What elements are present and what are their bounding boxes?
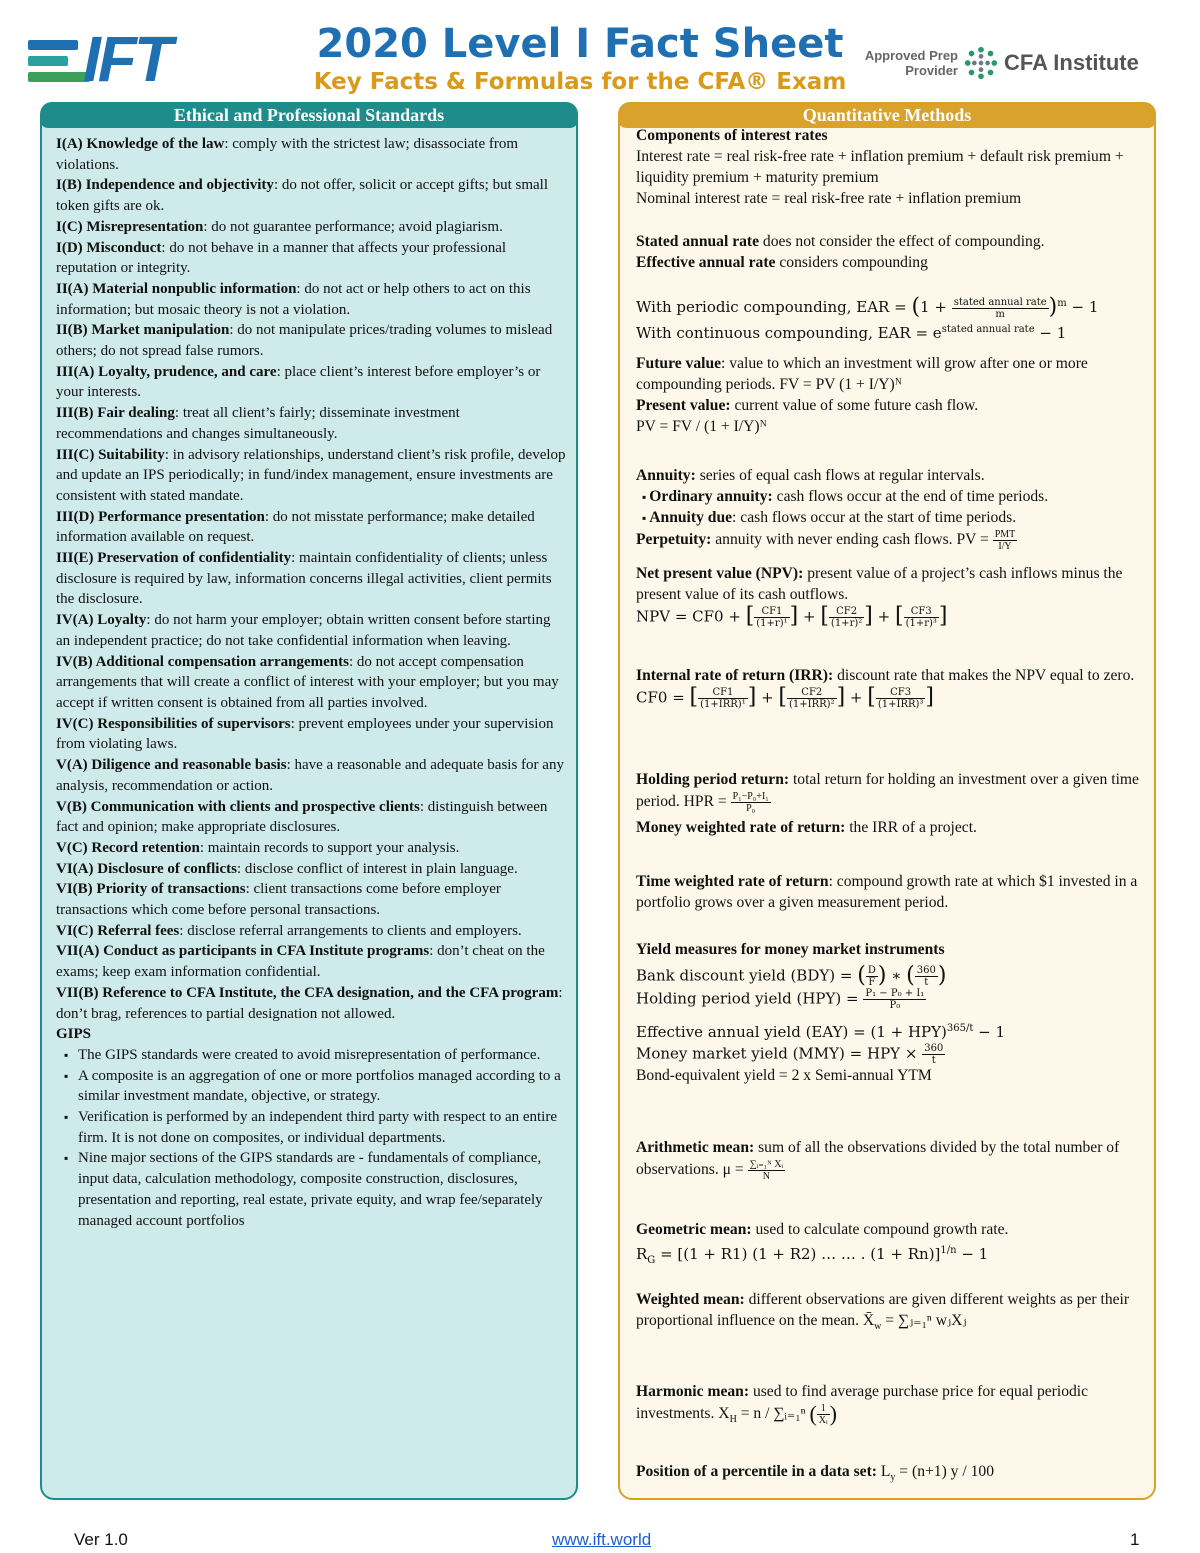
standard-item	[56, 403, 566, 444]
standard-text: : in advisory relationships, understand client’s risk profile, develop and update an IPS periodically; in fund/index management, ensure investments are consistent with stated mandate.	[56, 446, 566, 504]
standard-item	[56, 610, 566, 651]
logo-bar-green	[28, 72, 90, 82]
npv-formula: NPV = CF0 + [ $\frac{CF1}{\text{(1+r)¹}}$ ] + [ $\frac{CF2}{\text{(1+r)²}}$ ] + [ $\frac{CF3}{\text{(1+r)³}}$ ]	[636, 603, 948, 629]
standard-text: : distinguish between fact and opinion; make appropriate disclosures.	[56, 798, 548, 836]
cash-flow-term: [ $\frac{CF1}{\text{(1+IRR)¹}}$ ]	[689, 684, 757, 710]
gips-item: ▪ The GIPS standards were created to avoid misrepresentation of performance.	[78, 1045, 566, 1066]
cfa-globe-icon	[962, 44, 1000, 82]
cash-flow-term: [ $\frac{CF2}{\text{(1+IRR)²}}$ ]	[778, 684, 846, 710]
standard-item	[56, 921, 566, 942]
standard-item	[56, 507, 566, 548]
gips-title: GIPS	[56, 1026, 92, 1043]
components-title: Components of interest rates	[636, 127, 828, 144]
standard-title: I(D) Misconduct	[56, 239, 162, 256]
standard-item	[56, 320, 566, 361]
stated-effective-rates: Stated annual rate does not consider the effect of compounding. Effective annual rate considers compounding	[636, 233, 1045, 271]
standard-text: : disclose conflict of interest in plain language.	[236, 860, 518, 877]
harmonic-mean: Harmonic mean: used to find average purchase price for equal periodic investments. $X_H = n$ / ∑ᵢ₌₁ⁿ ( $\frac{1}{\text{Xᵢ}}$ )	[636, 1383, 1089, 1426]
standard-title: IV(C) Responsibilities of supervisors	[56, 715, 291, 732]
standard-title: VII(A) Conduct as participants in CFA Institute programs	[56, 943, 430, 960]
standard-title: III(E) Preservation of confidentiality	[56, 550, 292, 567]
ear-formulas	[636, 294, 1151, 343]
standard-item	[56, 134, 566, 175]
gips-item: ▪ Verification is performed by an independent third party with respect to an entire firm. It is not done on composites, or individual departments.	[78, 1107, 566, 1148]
standard-title: II(B) Market manipulation	[56, 322, 230, 339]
standard-text: : do not offer, solicit or accept gifts; but small token gifts are ok.	[56, 177, 549, 215]
ear-continuous: With continuous compounding, EAR = $e^{stated annual rate} - 1$	[636, 323, 1067, 342]
standard-title: III(D) Performance presentation	[56, 508, 265, 525]
standard-item	[56, 755, 566, 796]
standard-title: I(C) Misrepresentation	[56, 218, 204, 235]
standard-text: : don’t cheat on the exams; keep exam information confidential.	[56, 943, 545, 981]
standard-title: VI(B) Priority of transactions	[56, 881, 246, 898]
npv-section: Net present value (NPV): present value of a project’s cash inflows minus the present value of its cash outflows. NPV = CF0 + [ $\frac{CF1}{\text{(1+r)¹}}$ ] + [ $\frac{CF2}{\text{(1+r)²}}$ ] + [ $\frac{CF3}{\text{(1+r)³}}$ ]	[636, 564, 1151, 629]
cash-flow-term: [ $\frac{CF1}{\text{(1+r)¹}}$ ]	[745, 603, 799, 629]
standard-title: II(A) Material nonpublic information	[56, 280, 297, 297]
standard-title: IV(A) Loyalty	[56, 612, 147, 629]
page-subtitle: Key Facts & Formulas for the CFA® Exam	[313, 69, 847, 95]
cash-flow-term: [ $\frac{CF3}{\text{(1+r)³}}$ ]	[894, 603, 948, 629]
cfa-institute-label: CFA Institute	[1004, 50, 1139, 75]
logo-bar-blue	[28, 40, 78, 50]
standard-text: : do not manipulate prices/trading volumes to mislead others; do not spread false rumors.	[56, 322, 553, 360]
standard-item	[56, 445, 566, 507]
approved-prep-provider: Approved Prep Provider	[864, 48, 958, 78]
cfa-approved-badge	[858, 46, 1148, 86]
quant-panel-heading: Quantitative Methods	[618, 102, 1156, 128]
standard-text: : do not behave in a manner that affects your professional reputation or integrity.	[56, 239, 507, 277]
standard-text: : do not guarantee performance; avoid plagiarism.	[203, 218, 503, 235]
future-present-value: Future value: value to which an investment will grow after one or more compounding periods. FV = PV (1 + I/Y)ᴺ Present value: current value of some future cash flow. PV = FV / (1 + I/Y)ᴺ	[636, 355, 1088, 435]
interest-rate-components	[636, 126, 1151, 210]
ethics-panel-heading: Ethical and Professional Standards	[40, 102, 578, 128]
standard-title: V(B) Communication with clients and prospective clients	[56, 798, 420, 815]
time-weighted-return: Time weighted rate of return: compound growth rate at which $1 invested in a portfolio grows over a given measurement period.	[636, 873, 1138, 911]
standard-text: : do not misstate performance; make detailed information available on request.	[56, 508, 535, 546]
page-number: 1	[1130, 1530, 1140, 1549]
standard-item	[56, 714, 566, 755]
standard-text: : do not act or help others to act on this information; but mosaic theory is not a violation.	[56, 280, 531, 318]
standard-text: : client transactions come before employer transactions which come before personal transactions.	[56, 881, 501, 919]
logo-text: IFT	[83, 23, 170, 95]
interest-rate-formula: Interest rate = real risk-free rate + inflation premium + default risk premium + liquidity premium + maturity premium	[636, 147, 1124, 186]
arithmetic-mean: Arithmetic mean: sum of all the observations divided by the total number of observations. μ = $\frac{\text{∑ᵢ₌₁ᴺ Xᵢ}}{N}$	[636, 1139, 1120, 1182]
standard-item	[56, 362, 566, 403]
standard-text: : have a reasonable and adequate basis for any analysis, recommendation or action.	[56, 757, 564, 794]
standard-item	[56, 941, 566, 982]
standard-item	[56, 983, 566, 1024]
holding-period-return: Holding period return: total return for holding an investment over a given time period. HPR = $\frac{\text{P₁−P₀+I₁}}{\text{P₀}}$ Money weighted rate of return: the IRR of a project.	[636, 771, 1139, 836]
standard-item	[56, 797, 566, 838]
annuity-section: Annuity: series of equal cash flows at regular intervals. ▪ Ordinary annuity: cash flows occur at the end of time periods. ▪ Annuity due: cash flows occur at the start of time periods. Perpetuity: annuity with never ending cash flows. PV = $\frac{\text{PMT}}{I/Y}$	[636, 466, 1151, 552]
ethics-content	[56, 134, 566, 1231]
standard-title: V(A) Diligence and reasonable basis	[56, 757, 287, 774]
standard-title: I(B) Independence and objectivity	[56, 177, 274, 194]
irr-section: Internal rate of return (IRR): discount rate that makes the NPV equal to zero. CF0 = [ $\frac{CF1}{\text{(1+IRR)¹}}$ ] + [ $\frac{CF2}{\text{(1+IRR)²}}$ ] + [ $\frac{CF3}{\text{(1+IRR)³}}$ ]	[636, 666, 1151, 710]
standard-text: : comply with the strictest law; disassociate from violations.	[56, 136, 519, 173]
standard-item	[56, 238, 566, 279]
yield-measures: Yield measures for money market instruments Bank discount yield (BDY) = ( $\frac{D}{F}$ ) ∗ ( $\frac{360}{t}$ ) Holding period yield (HPY) = $\frac{\text{P₁ − P₀ + I₁}}{\text{P₀}}$ Effective annual yield (EAY) = (1 + HPY)$^{365/t}$ − 1 Money market yield (MMY) = HPY × $\frac{360}{t}$ Bond-equivalent yield = 2 x Semi-annual YTM	[636, 941, 1006, 1084]
geometric-mean: Geometric mean: used to calculate compound growth rate. $R_G = [(1 + R1) (1 + R2)$ … … . (1 + Rn)]$^{1/n}$ − 1	[636, 1221, 1009, 1266]
standard-item	[56, 548, 566, 610]
standard-title: IV(B) Additional compensation arrangements	[56, 653, 349, 670]
standard-title: VI(A) Disclosure of conflicts	[56, 860, 237, 877]
standard-item	[56, 175, 566, 216]
irr-formula: CF0 = [ $\frac{CF1}{\text{(1+IRR)¹}}$ ] + [ $\frac{CF2}{\text{(1+IRR)²}}$ ] + [ $\frac{CF3}{\text{(1+IRR)³}}$ ]	[636, 684, 935, 710]
cash-flow-term: [ $\frac{CF3}{\text{(1+IRR)³}}$ ]	[867, 684, 935, 710]
ethics-panel	[40, 102, 578, 1500]
standard-title: III(B) Fair dealing	[56, 405, 175, 422]
ear-periodic: With periodic compounding, EAR = (1 + $\frac{\text{stated annual rate}}{m}$ )$^m$ − 1	[636, 294, 1099, 320]
standard-text: : don’t brag, references to partial designation not allowed.	[56, 984, 563, 1022]
standard-text: : prevent employees under your supervision from violating laws.	[56, 715, 554, 753]
standard-title: I(A) Knowledge of the law	[56, 136, 225, 152]
standard-title: VII(B) Reference to CFA Institute, the CFA designation, and the CFA program	[56, 984, 559, 1001]
standard-title: V(C) Record retention	[56, 839, 200, 856]
logo-bar-teal	[28, 56, 68, 66]
ift-logo	[28, 23, 243, 95]
percentile-position: Position of a percentile in a data set: $L_y = (n+1)$ y / 100	[636, 1463, 994, 1484]
standard-text: : place client’s interest before employer’s or your interests.	[56, 363, 541, 401]
quant-panel	[618, 102, 1156, 1500]
standard-text: : disclose referral arrangements to clients and employers.	[179, 922, 522, 939]
standard-title: VI(C) Referral fees	[56, 922, 180, 939]
standard-item	[56, 279, 566, 320]
standard-item	[56, 652, 566, 714]
standard-title: III(A) Loyalty, prudence, and care	[56, 363, 277, 380]
gips-item: ▪ A composite is an aggregation of one or more portfolios managed according to a similar investment mandate, objective, or strategy.	[78, 1066, 566, 1107]
version-label: Ver 1.0	[74, 1530, 128, 1549]
standard-item	[56, 217, 566, 238]
standard-item	[56, 838, 566, 859]
page-title: 2020 Level I Fact Sheet	[316, 21, 844, 67]
gips-item: ▪ Nine major sections of the GIPS standards are - fundamentals of compliance, input data, calculation methodology, composite construction, disclosures, presentation and reporting, real estate, private equity, and wrap fee/separately managed account portfolios	[78, 1148, 566, 1231]
standard-text: : do not accept compensation arrangements that will create a conflict of interest with your employer; but you may accept if written consent is obtained from all parties involved.	[56, 653, 559, 711]
standard-text: : maintain records to support your analysis.	[199, 839, 460, 856]
gips-list	[56, 1045, 566, 1231]
standard-item	[56, 859, 566, 880]
weighted-mean: Weighted mean: different observations are given different weights as per their proportional influence on the mean. $X̄_w$ = ∑ⱼ₌₁ⁿ wⱼXⱼ	[636, 1291, 1130, 1333]
standard-text: : treat all client’s fairly; disseminate investment recommendations and changes simultaneously.	[56, 405, 460, 442]
standard-title: III(C) Suitability	[56, 446, 165, 463]
website-link[interactable]: www.ift.world	[552, 1530, 652, 1549]
page-title-block	[310, 20, 850, 96]
standard-text: : do not harm your employer; obtain written consent before starting an independent practice; do not take confidential information when leaving.	[56, 612, 551, 649]
standard-item	[56, 879, 566, 920]
standards-list	[56, 134, 566, 1024]
standard-text: : maintain confidentiality of clients; unless disclosure is required by law, information concerns illegal activities, client permits the disclosure.	[56, 550, 552, 608]
cash-flow-term: [ $\frac{CF2}{\text{(1+r)²}}$ ]	[820, 603, 873, 629]
nominal-rate-formula: Nominal interest rate = real risk-free rate + inflation premium	[636, 189, 1022, 207]
